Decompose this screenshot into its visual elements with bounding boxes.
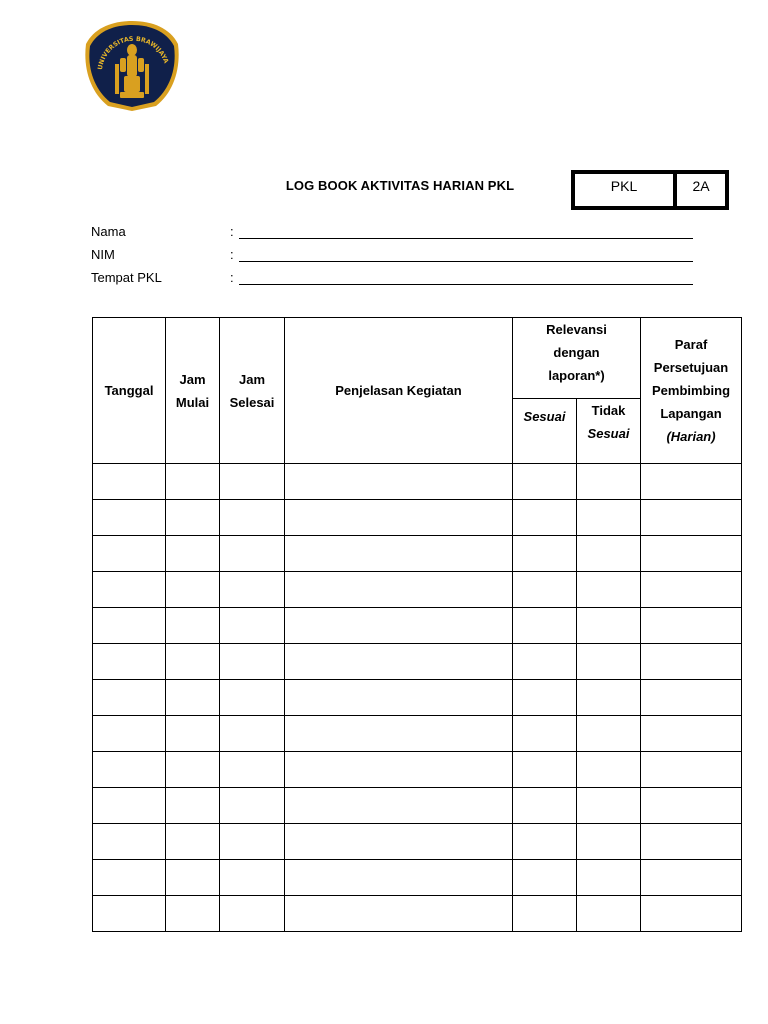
table-cell[interactable] (285, 896, 513, 932)
logbook-body (93, 464, 742, 932)
table-cell[interactable] (577, 536, 641, 572)
table-cell[interactable] (220, 464, 285, 500)
table-cell[interactable] (285, 824, 513, 860)
table-cell[interactable] (641, 680, 742, 716)
table-cell[interactable] (220, 500, 285, 536)
table-row (93, 464, 742, 500)
table-row (93, 824, 742, 860)
logbook-table (92, 317, 742, 932)
table-cell[interactable] (93, 788, 166, 824)
table-cell[interactable] (577, 788, 641, 824)
table-cell[interactable] (577, 644, 641, 680)
table-cell[interactable] (220, 824, 285, 860)
table-row (93, 572, 742, 608)
table-cell[interactable] (641, 536, 742, 572)
table-cell[interactable] (513, 860, 577, 896)
table-cell[interactable] (166, 464, 220, 500)
table-cell[interactable] (577, 752, 641, 788)
table-cell[interactable] (577, 860, 641, 896)
table-cell[interactable] (641, 896, 742, 932)
table-cell[interactable] (513, 572, 577, 608)
header-jam-mulai: Jam Mulai (166, 318, 220, 464)
nim-field[interactable] (91, 247, 701, 265)
table-cell[interactable] (166, 572, 220, 608)
table-cell[interactable] (641, 716, 742, 752)
table-cell[interactable] (93, 536, 166, 572)
nama-colon: : (230, 224, 234, 239)
nim-label: NIM (91, 247, 115, 262)
table-cell[interactable] (220, 896, 285, 932)
table-cell[interactable] (220, 716, 285, 752)
table-cell[interactable] (285, 464, 513, 500)
table-cell[interactable] (166, 680, 220, 716)
table-cell[interactable] (577, 716, 641, 752)
table-cell[interactable] (513, 536, 577, 572)
table-cell[interactable] (285, 608, 513, 644)
table-cell[interactable] (285, 860, 513, 896)
table-cell[interactable] (641, 860, 742, 896)
table-row (93, 788, 742, 824)
table-cell[interactable] (220, 608, 285, 644)
table-cell[interactable] (93, 608, 166, 644)
table-cell[interactable] (641, 500, 742, 536)
nama-label: Nama (91, 224, 126, 239)
table-row (93, 680, 742, 716)
table-cell[interactable] (513, 608, 577, 644)
table-cell[interactable] (513, 644, 577, 680)
form-code-box (571, 170, 729, 210)
table-row (93, 752, 742, 788)
header-jam-selesai: Jam Selesai (220, 318, 285, 464)
table-cell[interactable] (285, 680, 513, 716)
table-cell[interactable] (166, 716, 220, 752)
table-cell[interactable] (513, 500, 577, 536)
tempat-pkl-colon: : (230, 270, 234, 285)
table-cell[interactable] (166, 644, 220, 680)
header-paraf: Paraf Persetujuan Pembimbing Lapangan (Harian) (641, 318, 742, 464)
tempat-pkl-field[interactable] (91, 270, 701, 288)
table-cell[interactable] (577, 464, 641, 500)
header-tidak-sesuai: Tidak Sesuai (577, 399, 641, 464)
table-cell[interactable] (577, 572, 641, 608)
tempat-pkl-input-line[interactable] (239, 284, 693, 285)
table-cell[interactable] (166, 608, 220, 644)
table-cell[interactable] (285, 500, 513, 536)
table-cell[interactable] (93, 464, 166, 500)
svg-text:UNIVERSITAS BRAWIJAYA: UNIVERSITAS BRAWIJAYA (96, 35, 170, 71)
table-cell[interactable] (220, 680, 285, 716)
table-cell[interactable] (93, 824, 166, 860)
table-cell[interactable] (166, 788, 220, 824)
table-cell[interactable] (641, 788, 742, 824)
table-row (93, 500, 742, 536)
table-cell[interactable] (166, 896, 220, 932)
table-cell[interactable] (93, 752, 166, 788)
table-cell[interactable] (93, 500, 166, 536)
table-cell[interactable] (641, 644, 742, 680)
table-cell[interactable] (285, 716, 513, 752)
table-cell[interactable] (285, 572, 513, 608)
table-cell[interactable] (93, 680, 166, 716)
table-cell[interactable] (220, 860, 285, 896)
tempat-pkl-label: Tempat PKL (91, 270, 162, 285)
table-cell[interactable] (513, 680, 577, 716)
table-cell[interactable] (166, 860, 220, 896)
table-cell[interactable] (220, 752, 285, 788)
table-row (93, 536, 742, 572)
header-tanggal: Tanggal (93, 318, 166, 464)
header-penjelasan-kegiatan: Penjelasan Kegiatan (285, 318, 513, 464)
table-cell[interactable] (513, 752, 577, 788)
table-cell[interactable] (166, 824, 220, 860)
table-row (93, 716, 742, 752)
table-row (93, 896, 742, 932)
table-cell[interactable] (577, 824, 641, 860)
table-cell[interactable] (285, 644, 513, 680)
table-cell[interactable] (513, 788, 577, 824)
form-code-pkl: PKL (575, 174, 677, 206)
table-cell[interactable] (93, 896, 166, 932)
table-row (93, 608, 742, 644)
table-cell[interactable] (220, 536, 285, 572)
table-cell[interactable] (513, 716, 577, 752)
table-cell[interactable] (220, 572, 285, 608)
table-row (93, 860, 742, 896)
table-cell[interactable] (577, 608, 641, 644)
table-cell[interactable] (641, 608, 742, 644)
document-title: LOG BOOK AKTIVITAS HARIAN PKL (285, 178, 515, 193)
table-cell[interactable] (641, 752, 742, 788)
table-cell[interactable] (577, 896, 641, 932)
nim-input-line[interactable] (239, 261, 693, 262)
table-cell[interactable] (513, 896, 577, 932)
table-cell[interactable] (285, 788, 513, 824)
table-cell[interactable] (641, 572, 742, 608)
table-row (93, 644, 742, 680)
table-cell[interactable] (93, 716, 166, 752)
table-cell[interactable] (577, 500, 641, 536)
table-cell[interactable] (93, 644, 166, 680)
nim-colon: : (230, 247, 234, 262)
nama-field[interactable] (91, 224, 701, 242)
table-cell[interactable] (166, 500, 220, 536)
table-cell[interactable] (166, 752, 220, 788)
table-cell[interactable] (285, 536, 513, 572)
table-cell[interactable] (220, 644, 285, 680)
university-logo (82, 18, 182, 113)
table-cell[interactable] (513, 824, 577, 860)
table-cell[interactable] (220, 788, 285, 824)
nama-input-line[interactable] (239, 238, 693, 239)
university-seal-icon (82, 18, 182, 113)
table-cell[interactable] (641, 464, 742, 500)
table-cell[interactable] (93, 860, 166, 896)
table-cell[interactable] (93, 572, 166, 608)
table-cell[interactable] (166, 536, 220, 572)
header-relevansi: Relevansi dengan laporan*) (513, 318, 641, 399)
header-sesuai: Sesuai (513, 399, 577, 464)
table-cell[interactable] (641, 824, 742, 860)
table-cell[interactable] (285, 752, 513, 788)
form-code-number: 2A (692, 178, 710, 194)
table-cell[interactable] (513, 464, 577, 500)
table-cell[interactable] (577, 680, 641, 716)
